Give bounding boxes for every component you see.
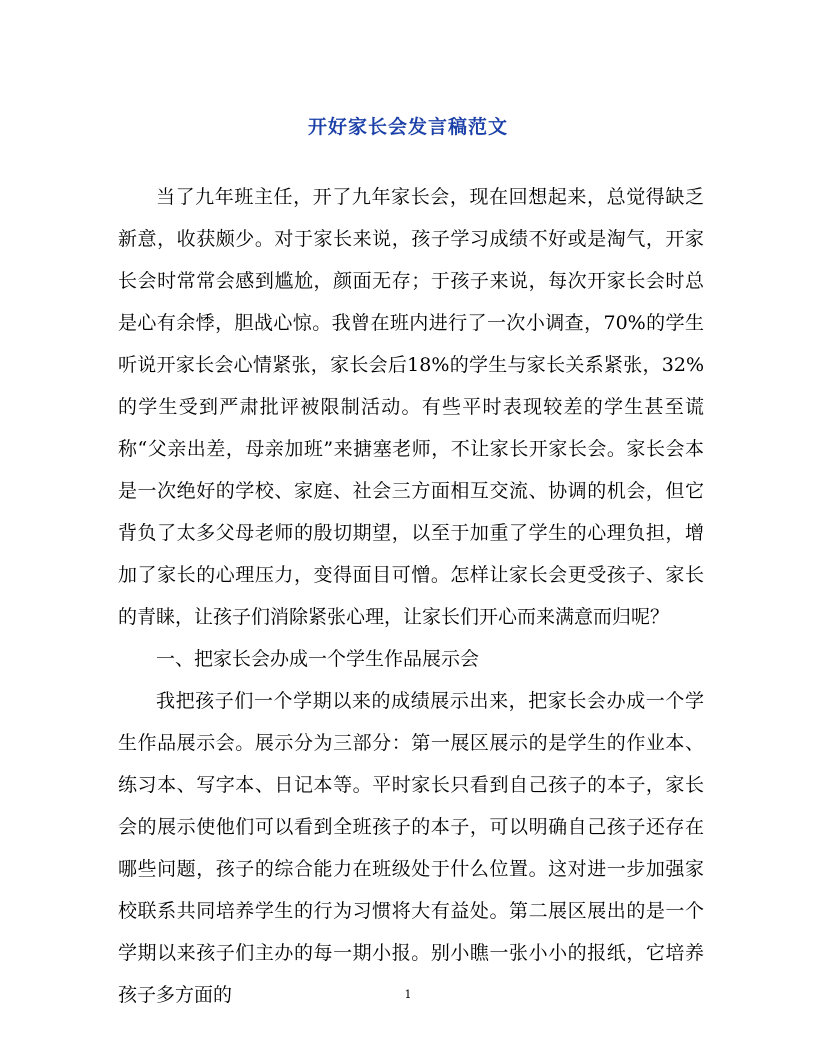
section-heading-1: 一、把家长会办成一个学生作品展示会 [156,648,480,670]
paragraph-intro: 当了九年班主任，开了九年家长会，现在回想起来，总觉得缺乏新意，收获颇少。对于家长来说，孩子学习成绩不好或是淘气，开家长会时常常会感到尴尬，颜面无存；于孩子来说，每次开家长会时总是心有余悸，胆战心惊。我曾在班内进行了一次小调查，70%的学生听说开家长会心情紧张，家长会后18%的学生与家长关系紧张，32%的学生受到严肃批评被限制活动。有些平时表现较差的学生甚至谎称“父亲出差，母亲加班”来搪塞老师，不让家长开家长会。家长会本是一次绝好的学校、家庭、社会三方面相互交流、协调的机会，但它背负了太多父母老师的殷切期望，以至于加重了学生的心理负担，增加了家长的心理压力，变得面目可憎。怎样让家长会更受孩子、家长的青睐，让孩子们消除紧张心理，让家长们开心而来满意而归呢？ [118,186,704,628]
page-number: 1 [404,988,412,1001]
document-title: 开好家长会发言稿范文 [307,116,508,138]
document-body [118,176,704,1016]
paragraph-section-1: 我把孩子们一个学期以来的成绩展示出来，把家长会办成一个学生作品展示会。展示分为三部分：第一展区展示的是学生的作业本、练习本、写字本、日记本等。平时家长只看到自己孩子的本子，家长会的展示使他们可以看到全班孩子的本子，可以明确自己孩子还存在哪些问题，孩子的综合能力在班级处于什么位置。这对进一步加强家校联系共同培养学生的行为习惯将大有益处。第二展区展出的是一个学期以来孩子们主办的每一期小报。别小瞧一张小小的报纸，它培养孩子多方面的 [118,690,704,1006]
